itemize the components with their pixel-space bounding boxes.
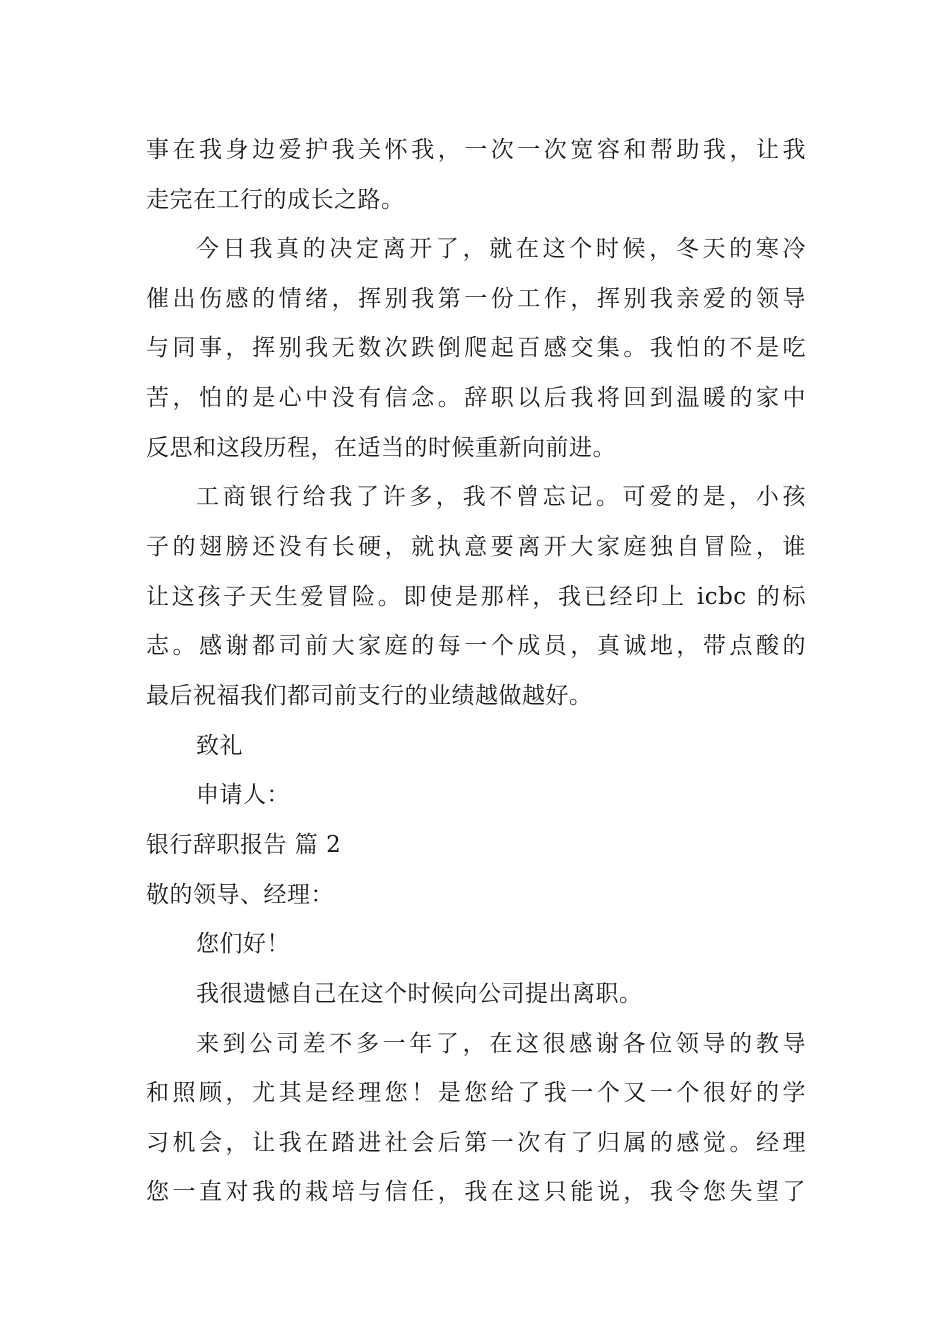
paragraph-start-line: 来到公司差不多一年了，在这很感谢各位领导的教导 bbox=[196, 1031, 806, 1057]
paragraph-start-line: 今日我真的决定离开了，就在这个时候，冬天的寒冷 bbox=[196, 236, 806, 262]
paragraph-start-line: 工商银行给我了许多，我不曾忘记。可爱的是，小孩 bbox=[196, 484, 806, 510]
text-line: 事在我身边爱护我关怀我，一次一次宽容和帮助我，让我 bbox=[146, 137, 806, 163]
section-title: 银行辞职报告 篇 2 bbox=[146, 832, 342, 858]
text-line: 催出伤感的情绪，挥别我第一份工作，挥别我亲爱的领导 bbox=[146, 286, 806, 312]
text-line: 走完在工行的成长之路。 bbox=[146, 187, 405, 213]
text-line: 子的翅膀还没有长硬，就执意要离开大家庭独自冒险，谁 bbox=[146, 534, 806, 560]
applicant-label: 申请人： bbox=[196, 782, 290, 808]
text-line: 习机会，让我在踏进社会后第一次有了归属的感觉。经理 bbox=[146, 1130, 806, 1156]
text-line: 您一直对我的栽培与信任，我在这只能说，我令您失望了 bbox=[146, 1179, 806, 1205]
text-line: 让这孩子天生爱冒险。即使是那样，我已经印上 icbc 的标 bbox=[146, 584, 806, 610]
text-line: 和照顾，尤其是经理您！是您给了我一个又一个很好的学 bbox=[146, 1080, 806, 1106]
closing-salutation: 致礼 bbox=[196, 733, 243, 759]
text-line: 与同事，挥别我无数次跌倒爬起百感交集。我怕的不是吃 bbox=[146, 335, 806, 361]
text-line: 反思和这段历程，在适当的时候重新向前进。 bbox=[146, 435, 616, 461]
greeting-addressee: 敬的领导、经理： bbox=[146, 882, 334, 908]
text-line: 我很遗憾自己在这个时候向公司提出离职。 bbox=[196, 981, 643, 1007]
text-line: 志。感谢都司前大家庭的每一个成员，真诚地，带点酸的 bbox=[146, 633, 806, 659]
greeting: 您们好！ bbox=[196, 931, 290, 957]
text-line: 苦，怕的是心中没有信念。辞职以后我将回到温暖的家中 bbox=[146, 385, 806, 411]
text-line: 最后祝福我们都司前支行的业绩越做越好。 bbox=[146, 683, 593, 709]
